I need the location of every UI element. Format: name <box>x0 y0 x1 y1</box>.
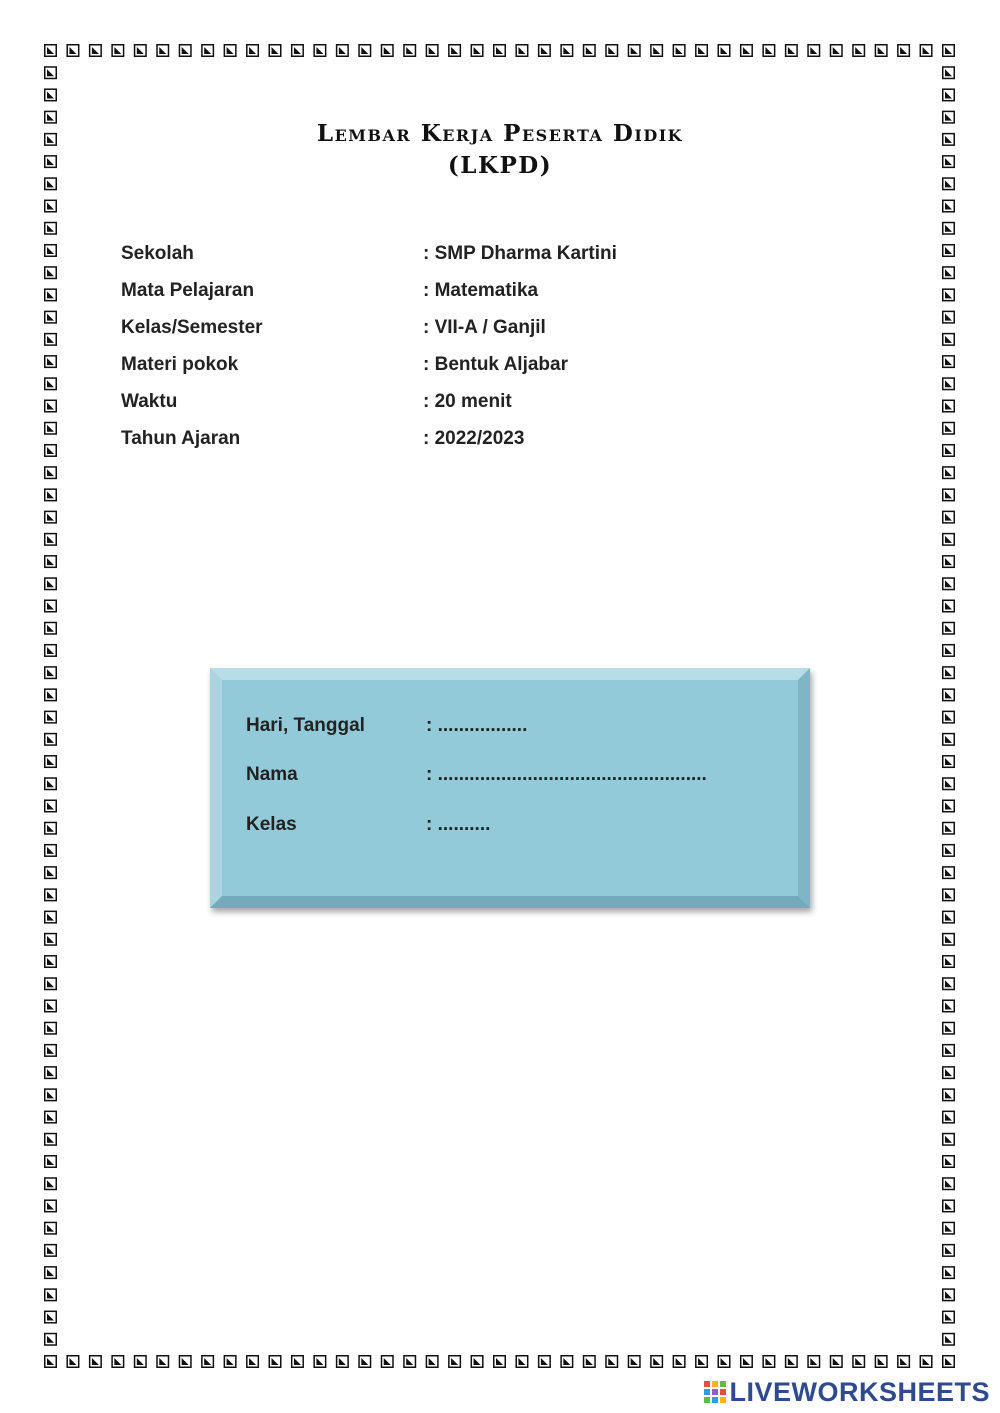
square-diagonal-tile-icon <box>224 45 236 57</box>
square-diagonal-tile-icon <box>45 67 57 79</box>
square-diagonal-tile-icon <box>943 67 955 79</box>
square-diagonal-tile-icon <box>786 1356 798 1368</box>
identity-label: Hari, Tanggal <box>246 715 365 736</box>
square-diagonal-tile-icon <box>45 934 57 946</box>
square-diagonal-tile-icon <box>943 1334 955 1346</box>
square-diagonal-tile-icon <box>426 1356 438 1368</box>
square-diagonal-tile-icon <box>135 45 147 57</box>
square-diagonal-tile-icon <box>943 1045 955 1057</box>
square-diagonal-tile-icon <box>45 667 57 679</box>
square-diagonal-tile-icon <box>943 223 955 235</box>
square-diagonal-tile-icon <box>45 578 57 590</box>
square-diagonal-tile-icon <box>718 45 730 57</box>
square-diagonal-tile-icon <box>584 1356 596 1368</box>
square-diagonal-tile-icon <box>45 756 57 768</box>
square-diagonal-tile-icon <box>943 645 955 657</box>
square-diagonal-tile-icon <box>382 1356 394 1368</box>
square-diagonal-tile-icon <box>943 867 955 879</box>
square-diagonal-tile-icon <box>45 1022 57 1033</box>
square-diagonal-tile-icon <box>494 45 506 57</box>
square-diagonal-tile-icon <box>45 1156 57 1168</box>
square-diagonal-tile-icon <box>943 734 955 746</box>
info-value: : Bentuk Aljabar <box>423 354 568 375</box>
liveworksheets-watermark <box>704 1377 990 1407</box>
square-diagonal-tile-icon <box>943 1089 955 1101</box>
square-diagonal-tile-icon <box>763 45 775 57</box>
square-diagonal-tile-icon <box>45 1289 57 1301</box>
square-diagonal-tile-icon <box>45 822 57 834</box>
square-diagonal-tile-icon <box>45 1245 57 1257</box>
square-diagonal-tile-icon <box>45 800 57 812</box>
square-diagonal-tile-icon <box>45 1134 57 1146</box>
square-diagonal-tile-icon <box>943 1134 955 1146</box>
square-diagonal-tile-icon <box>45 178 57 190</box>
square-diagonal-tile-icon <box>67 45 79 57</box>
square-diagonal-tile-icon <box>943 489 955 501</box>
square-diagonal-tile-icon <box>606 45 618 57</box>
square-diagonal-tile-icon <box>45 467 57 479</box>
square-diagonal-tile-icon <box>943 267 955 279</box>
square-diagonal-tile-icon <box>943 200 955 212</box>
square-diagonal-tile-icon <box>628 45 640 57</box>
square-diagonal-tile-icon <box>135 1356 147 1368</box>
square-diagonal-tile-icon <box>45 1267 57 1279</box>
info-label: Tahun Ajaran <box>121 428 241 449</box>
square-diagonal-tile-icon <box>67 1356 79 1368</box>
liveworksheets-logo-icon <box>704 1381 726 1403</box>
square-diagonal-tile-icon <box>269 45 281 57</box>
square-diagonal-tile-icon <box>471 45 483 57</box>
square-diagonal-tile-icon <box>673 1356 685 1368</box>
square-diagonal-tile-icon <box>292 1356 304 1368</box>
square-diagonal-tile-icon <box>853 45 865 57</box>
square-diagonal-tile-icon <box>943 578 955 590</box>
square-diagonal-tile-icon <box>943 845 955 857</box>
square-diagonal-tile-icon <box>943 467 955 479</box>
square-diagonal-tile-icon <box>943 1156 955 1168</box>
date-answer-field[interactable]: : ................. <box>426 715 528 736</box>
info-label: Kelas/Semester <box>121 317 263 338</box>
square-diagonal-tile-icon <box>90 45 102 57</box>
square-diagonal-tile-icon <box>404 45 416 57</box>
info-value: : 20 menit <box>423 391 512 412</box>
square-diagonal-tile-icon <box>943 1000 955 1012</box>
square-diagonal-tile-icon <box>179 45 191 57</box>
square-diagonal-tile-icon <box>314 45 326 57</box>
square-diagonal-tile-icon <box>292 45 304 57</box>
square-diagonal-tile-icon <box>516 45 528 57</box>
info-row-mata-pelajaran <box>0 280 1000 304</box>
square-diagonal-tile-icon <box>45 489 57 501</box>
square-diagonal-tile-icon <box>920 1356 932 1368</box>
info-value: : SMP Dharma Kartini <box>423 243 617 264</box>
info-label: Waktu <box>121 391 178 412</box>
info-label: Mata Pelajaran <box>121 280 255 301</box>
class-answer-field[interactable]: : .......... <box>426 814 491 835</box>
square-diagonal-tile-icon <box>45 1067 57 1079</box>
square-diagonal-tile-icon <box>853 1356 865 1368</box>
square-diagonal-tile-icon <box>426 45 438 57</box>
square-diagonal-tile-icon <box>943 689 955 701</box>
square-diagonal-tile-icon <box>943 1222 955 1234</box>
student-identity-box <box>210 668 810 908</box>
square-diagonal-tile-icon <box>943 778 955 790</box>
square-diagonal-tile-icon <box>943 1356 955 1368</box>
square-diagonal-tile-icon <box>718 1356 730 1368</box>
info-value: : Matematika <box>423 280 539 301</box>
square-diagonal-tile-icon <box>875 1356 887 1368</box>
square-diagonal-tile-icon <box>45 956 57 968</box>
square-diagonal-tile-icon <box>45 556 57 568</box>
square-diagonal-tile-icon <box>45 1045 57 1057</box>
square-diagonal-tile-icon <box>45 1200 57 1212</box>
square-diagonal-tile-icon <box>943 956 955 968</box>
square-diagonal-tile-icon <box>45 378 57 390</box>
square-diagonal-tile-icon <box>45 600 57 612</box>
square-diagonal-tile-icon <box>696 1356 708 1368</box>
square-diagonal-tile-icon <box>247 1356 258 1368</box>
square-diagonal-tile-icon <box>157 1356 169 1368</box>
square-diagonal-tile-icon <box>359 1356 371 1368</box>
square-diagonal-tile-icon <box>45 511 57 522</box>
page-title: Lembar Kerja Peserta Didik <box>316 120 684 147</box>
square-diagonal-tile-icon <box>45 778 57 790</box>
square-diagonal-tile-icon <box>696 45 708 57</box>
info-row-waktu <box>0 391 1000 415</box>
square-diagonal-tile-icon <box>943 89 955 101</box>
square-diagonal-tile-icon <box>45 711 57 723</box>
square-diagonal-tile-icon <box>45 45 57 57</box>
info-row-sekolah <box>0 243 1000 267</box>
square-diagonal-tile-icon <box>45 1334 57 1346</box>
square-diagonal-tile-icon <box>943 822 955 834</box>
square-diagonal-tile-icon <box>943 1267 955 1279</box>
square-diagonal-tile-icon <box>943 1067 955 1079</box>
square-diagonal-tile-icon <box>337 45 349 57</box>
square-diagonal-tile-icon <box>943 45 955 57</box>
square-diagonal-tile-icon <box>45 978 57 990</box>
identity-label: Nama <box>246 764 298 785</box>
square-diagonal-tile-icon <box>539 1356 551 1368</box>
name-answer-field[interactable]: : ................................................... <box>426 764 707 785</box>
square-diagonal-tile-icon <box>943 756 955 768</box>
square-diagonal-tile-icon <box>943 934 955 946</box>
square-diagonal-tile-icon <box>875 45 887 57</box>
square-diagonal-tile-icon <box>943 889 955 901</box>
square-diagonal-tile-icon <box>45 622 57 634</box>
square-diagonal-tile-icon <box>943 1311 955 1323</box>
square-diagonal-tile-icon <box>382 45 394 57</box>
square-diagonal-tile-icon <box>45 1222 57 1234</box>
square-diagonal-tile-icon <box>943 1245 955 1257</box>
square-diagonal-tile-icon <box>157 45 169 57</box>
square-diagonal-tile-icon <box>561 1356 573 1368</box>
square-diagonal-tile-icon <box>943 911 955 923</box>
square-diagonal-tile-icon <box>943 667 955 679</box>
square-diagonal-tile-icon <box>45 200 57 212</box>
square-diagonal-tile-icon <box>741 1356 753 1368</box>
square-diagonal-tile-icon <box>314 1356 326 1368</box>
square-diagonal-tile-icon <box>45 645 57 657</box>
square-diagonal-tile-icon <box>651 1356 663 1368</box>
square-diagonal-tile-icon <box>943 978 955 990</box>
square-diagonal-tile-icon <box>786 45 798 57</box>
square-diagonal-tile-icon <box>831 1356 843 1368</box>
square-diagonal-tile-icon <box>943 1022 955 1033</box>
square-diagonal-tile-icon <box>943 556 955 568</box>
square-diagonal-tile-icon <box>943 534 955 546</box>
square-diagonal-tile-icon <box>112 1356 124 1368</box>
info-row-kelas-semester <box>0 317 1000 341</box>
square-diagonal-tile-icon <box>943 1178 955 1190</box>
square-diagonal-tile-icon <box>45 1089 57 1101</box>
square-diagonal-tile-icon <box>45 223 57 235</box>
square-diagonal-tile-icon <box>45 1000 57 1012</box>
info-value: : 2022/2023 <box>423 428 525 449</box>
square-diagonal-tile-icon <box>943 1200 955 1212</box>
square-diagonal-tile-icon <box>943 178 955 190</box>
brand-name: LIVEWORKSHEETS <box>729 1376 990 1407</box>
square-diagonal-tile-icon <box>920 45 932 57</box>
square-diagonal-tile-icon <box>606 1356 618 1368</box>
square-diagonal-tile-icon <box>808 45 820 57</box>
square-diagonal-tile-icon <box>516 1356 528 1368</box>
square-diagonal-tile-icon <box>404 1356 416 1368</box>
square-diagonal-tile-icon <box>943 622 955 634</box>
square-diagonal-tile-icon <box>45 1311 57 1323</box>
square-diagonal-tile-icon <box>628 1356 640 1368</box>
square-diagonal-tile-icon <box>808 1356 820 1368</box>
square-diagonal-tile-icon <box>45 734 57 746</box>
square-diagonal-tile-icon <box>449 1356 461 1368</box>
square-diagonal-tile-icon <box>45 89 57 101</box>
square-diagonal-tile-icon <box>898 45 910 57</box>
identity-label: Kelas <box>246 814 297 835</box>
square-diagonal-tile-icon <box>539 45 551 57</box>
square-diagonal-tile-icon <box>45 1356 57 1368</box>
info-label: Sekolah <box>121 243 194 264</box>
square-diagonal-tile-icon <box>45 1178 57 1190</box>
square-diagonal-tile-icon <box>45 1111 57 1123</box>
square-diagonal-tile-icon <box>943 800 955 812</box>
info-value: : VII-A / Ganjil <box>423 317 546 338</box>
info-row-materi-pokok <box>0 354 1000 378</box>
square-diagonal-tile-icon <box>561 45 573 57</box>
square-diagonal-tile-icon <box>449 45 461 57</box>
square-diagonal-tile-icon <box>45 267 57 279</box>
square-diagonal-tile-icon <box>584 45 596 57</box>
square-diagonal-tile-icon <box>471 1356 483 1368</box>
square-diagonal-tile-icon <box>673 45 685 57</box>
square-diagonal-tile-icon <box>943 1111 955 1123</box>
square-diagonal-tile-icon <box>45 889 57 901</box>
square-diagonal-tile-icon <box>45 689 57 701</box>
square-diagonal-tile-icon <box>943 711 955 723</box>
info-row-tahun-ajaran <box>0 428 1000 452</box>
square-diagonal-tile-icon <box>943 1289 955 1301</box>
square-diagonal-tile-icon <box>45 534 57 546</box>
square-diagonal-tile-icon <box>763 1356 775 1368</box>
square-diagonal-tile-icon <box>45 911 57 923</box>
box-bevel-decoration <box>210 668 810 908</box>
square-diagonal-tile-icon <box>269 1356 281 1368</box>
square-diagonal-tile-icon <box>45 867 57 879</box>
square-diagonal-tile-icon <box>359 45 371 57</box>
square-diagonal-tile-icon <box>943 511 955 522</box>
square-diagonal-tile-icon <box>247 45 258 57</box>
square-diagonal-tile-icon <box>202 45 214 57</box>
square-diagonal-tile-icon <box>943 600 955 612</box>
square-diagonal-tile-icon <box>202 1356 214 1368</box>
square-diagonal-tile-icon <box>741 45 753 57</box>
page-subtitle: (LKPD) <box>447 152 553 179</box>
square-diagonal-tile-icon <box>494 1356 506 1368</box>
square-diagonal-tile-icon <box>898 1356 910 1368</box>
square-diagonal-tile-icon <box>179 1356 191 1368</box>
square-diagonal-tile-icon <box>831 45 843 57</box>
square-diagonal-tile-icon <box>112 45 124 57</box>
square-diagonal-tile-icon <box>224 1356 236 1368</box>
info-label: Materi pokok <box>121 354 239 375</box>
square-diagonal-tile-icon <box>651 45 663 57</box>
square-diagonal-tile-icon <box>943 378 955 390</box>
square-diagonal-tile-icon <box>45 845 57 857</box>
square-diagonal-tile-icon <box>90 1356 102 1368</box>
square-diagonal-tile-icon <box>337 1356 349 1368</box>
